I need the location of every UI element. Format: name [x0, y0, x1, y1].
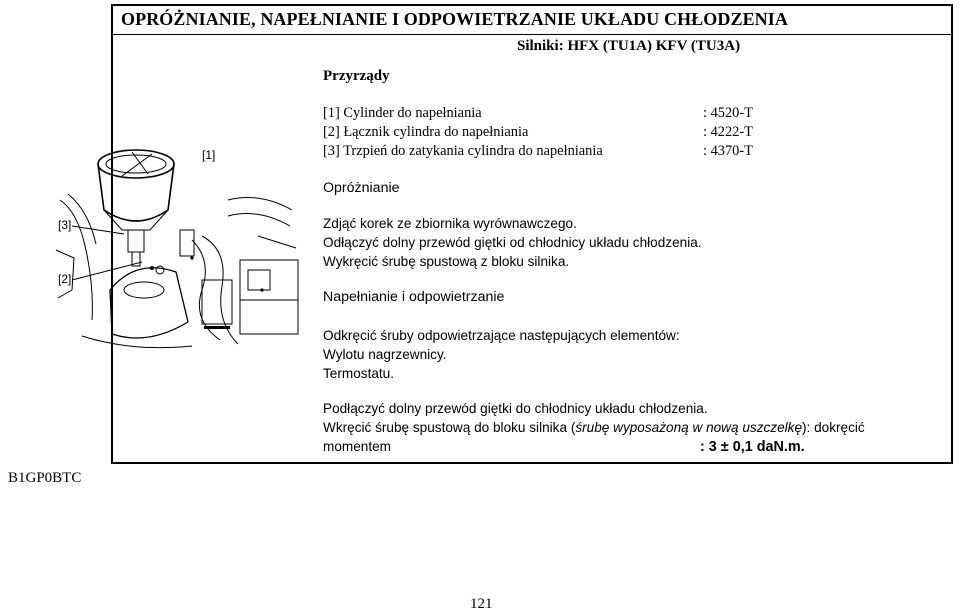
filling-heading: Napełnianie i odpowietrzanie	[323, 289, 505, 305]
filling-intro: Odkręcić śruby odpowietrzające następujących elementów:	[323, 328, 680, 343]
callout-1: [1]	[202, 148, 216, 162]
filling-item-1: Wylotu nagrzewnicy.	[323, 347, 447, 362]
tool-item-2-label: [2] Łącznik cylindra do napełniania	[323, 124, 529, 140]
document-code: B1GP0BTC	[8, 470, 82, 486]
tool-item-3-label: [3] Trzpień do zatykania cylindra do napełniania	[323, 143, 603, 159]
tool-item-1-code: : 4520-T	[703, 105, 753, 121]
filling-step-2-pre: Wkręcić śrubę spustową do bloku silnika (	[323, 420, 576, 435]
filling-step-2-post: ): dokręcić	[802, 420, 865, 435]
filling-step-2	[323, 420, 865, 435]
torque-label: momentem	[323, 439, 391, 454]
callout-2: [2]	[58, 272, 72, 286]
engine-bay-illustration	[52, 140, 310, 354]
draining-step-1: Zdjąć korek ze zbiornika wyrównawczego.	[323, 216, 577, 231]
draining-step-3: Wykręcić śrubę spustową z bloku silnika.	[323, 254, 570, 269]
page-title: OPRÓŻNIANIE, NAPEŁNIANIE I ODPOWIETRZANIE UKŁADU CHŁODZENIA	[121, 9, 788, 29]
tool-item-3-code: : 4370-T	[703, 143, 753, 159]
engines-subtitle: Silniki: HFX (TU1A) KFV (TU3A)	[517, 38, 741, 54]
tool-item-2-code: : 4222-T	[703, 124, 753, 140]
filling-step-2-note: śrubę wyposażoną w nową uszczelkę	[575, 420, 803, 435]
callout-3: [3]	[58, 218, 72, 232]
title-divider	[113, 34, 951, 35]
filling-item-2: Termostatu.	[323, 366, 395, 381]
filling-step-1: Podłączyć dolny przewód giętki do chłodnicy układu chłodzenia.	[323, 401, 708, 416]
page-number: 121	[470, 596, 493, 612]
torque-value: : 3 ± 0,1 daN.m.	[700, 439, 805, 455]
tools-heading: Przyrządy	[323, 68, 390, 84]
draining-heading: Opróżnianie	[323, 180, 400, 196]
draining-step-2: Odłączyć dolny przewód giętki od chłodnicy układu chłodzenia.	[323, 235, 702, 250]
tool-item-1-label: [1] Cylinder do napełniania	[323, 105, 482, 121]
